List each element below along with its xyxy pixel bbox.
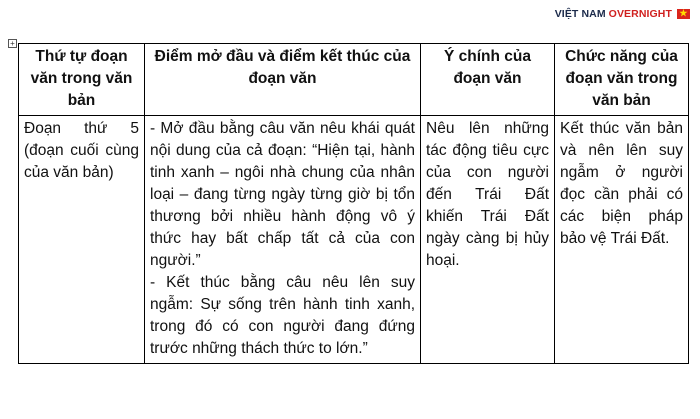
cell-order: Đoạn thứ 5 (đoạn cuối cùng của văn bản) (19, 116, 145, 364)
table-header-row (19, 44, 689, 116)
end-sentence: - Kết thúc bằng câu nêu lên suy ngẫm: Sự sống trên hành tinh xanh, trong đó có con người đang đứng trước những thách thức to lớn.” (150, 274, 415, 357)
cell-start-end (145, 116, 421, 364)
header-start-end: Điểm mở đầu và điểm kết thúc của đoạn văn (145, 44, 421, 116)
table-move-handle-icon[interactable]: + (8, 39, 17, 48)
start-sentence: - Mở đầu bằng câu văn nêu khái quát nội dung của cả đoạn: “Hiện tại, hành tinh xanh – ngôi nhà chung của nhân loại – đang từng ngày từng giờ bị tổn thương bởi nhiều hành động vô ý thức hay bất chấp tất cả của con người.” (150, 120, 415, 269)
cell-function: Kết thúc văn bản và nên lên suy ngẫm ở người đọc cần phải có các biện pháp bảo vệ Trái Đất. (555, 116, 689, 364)
cell-main-idea: Nêu lên những tác động tiêu cực của con người đến Trái Đất khiến Trái Đất ngày càng bị hủy hoại. (421, 116, 555, 364)
content-table (18, 43, 689, 364)
vietnam-flag-icon (677, 9, 690, 19)
brand-name-part1: VIỆT NAM (554, 8, 606, 20)
header-function: Chức năng của đoạn văn trong văn bản (555, 44, 689, 116)
header-order: Thứ tự đoạn văn trong văn bản (19, 44, 145, 116)
table-row (19, 116, 689, 364)
brand-name-part2: OVERNIGHT (608, 8, 672, 20)
header-main-idea: Ý chính của đoạn văn (421, 44, 555, 116)
brand-logo (555, 8, 690, 20)
